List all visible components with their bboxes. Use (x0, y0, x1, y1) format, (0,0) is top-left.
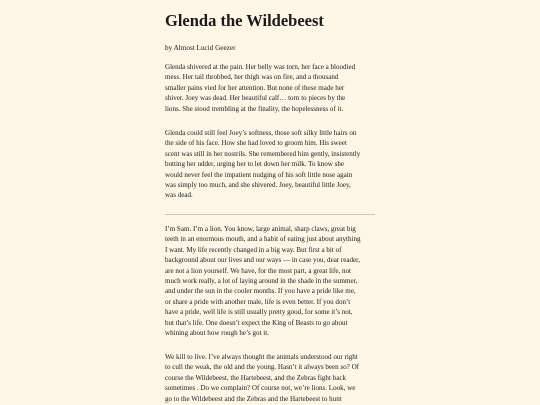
paragraph-line: butting her udder, urging her to let down her milk. To know she (165, 160, 345, 169)
paragraph-line: have a pride, well life is still usually pretty good, for some it’s not, (165, 308, 353, 317)
paragraph (165, 62, 355, 114)
paragraph-line: would never feel the impatient nudging of his soft little nose again (165, 170, 353, 179)
byline: by Almost Lucid Geezer (165, 44, 236, 52)
paragraph-line: Glenda shivered at the pain. Her belly was torn, her face a bloodied (165, 63, 356, 71)
section-divider (165, 214, 375, 215)
paragraph-line: to cull the weak, the old and the young. Hasn’t it always been so? Of (165, 363, 360, 372)
paragraph-line: was simply too much, and she shivered. Joey, beautiful little Joey, (165, 181, 351, 190)
paragraph-line: scent was still in her nostrils. She remembered him gently, insistently (165, 149, 361, 158)
paragraph-line: lions. She stood trembling at the finality, the hopelessness of it. (165, 104, 344, 113)
paragraph-line: I want. My life recently changed in a big way. But first a bit of (165, 245, 342, 254)
paragraph-line: smaller pains vied for her attention. But none of these made her (165, 83, 345, 92)
paragraph-line: much work really, a lot of laying around in the shade in the summer, (165, 277, 358, 286)
paragraph-line: and under the sun in the cooler months. If you have a pride like me, (165, 287, 356, 296)
story-title: Glenda the Wildebeest (165, 11, 324, 30)
paragraph-line: Glenda could still feel Joey’s softness, those soft silky little hairs on (165, 129, 357, 137)
paragraph-line: whining about how rough he’s got it. (165, 329, 269, 338)
paragraph-line: We kill to live. I’ve always thought the animals understood our right (165, 353, 358, 361)
paragraph-line: sometimes . Do we complain? Of course not, we’re lions. Look, we (165, 384, 356, 393)
paragraph-line: the side of his face. How she had loved to groom him. His sweet (165, 139, 347, 148)
paragraph-line: mess. Her tail throbbed, her thigh was on fire, and a thousand (165, 73, 339, 82)
paragraph-line: teeth in an enormous mouth, and a habit of eating just about anything (165, 235, 361, 244)
paragraph-line: but that’s life. One doesn’t expect the King of Beasts to go about (165, 318, 348, 327)
paragraph-line: was dead. (165, 191, 193, 200)
paragraph-line: background about our lives and our ways — in case you, dear reader, (165, 256, 361, 265)
paragraph-line: go to the Wildebeest and the Zebras and the Hartebeest to hunt (165, 394, 342, 403)
paragraph (165, 352, 359, 404)
paragraph (165, 128, 360, 201)
paragraph-line: or share a pride with another male, life is even better. If you don’t (165, 297, 351, 306)
paragraph-line: are not a lion yourself. We have, for the most part, a great life, not (165, 266, 351, 275)
paragraph-line: course the Wildebeest, the Hartebeest, and the Zebras fight back (165, 373, 346, 382)
paragraph-line: I’m Sam. I’m a lion. You know, large animal, sharp claws, great big (165, 225, 356, 233)
paragraph (165, 224, 361, 338)
paragraph-line: shiver. Joey was dead. Her beautiful calf… torn to pieces by the (165, 94, 346, 103)
